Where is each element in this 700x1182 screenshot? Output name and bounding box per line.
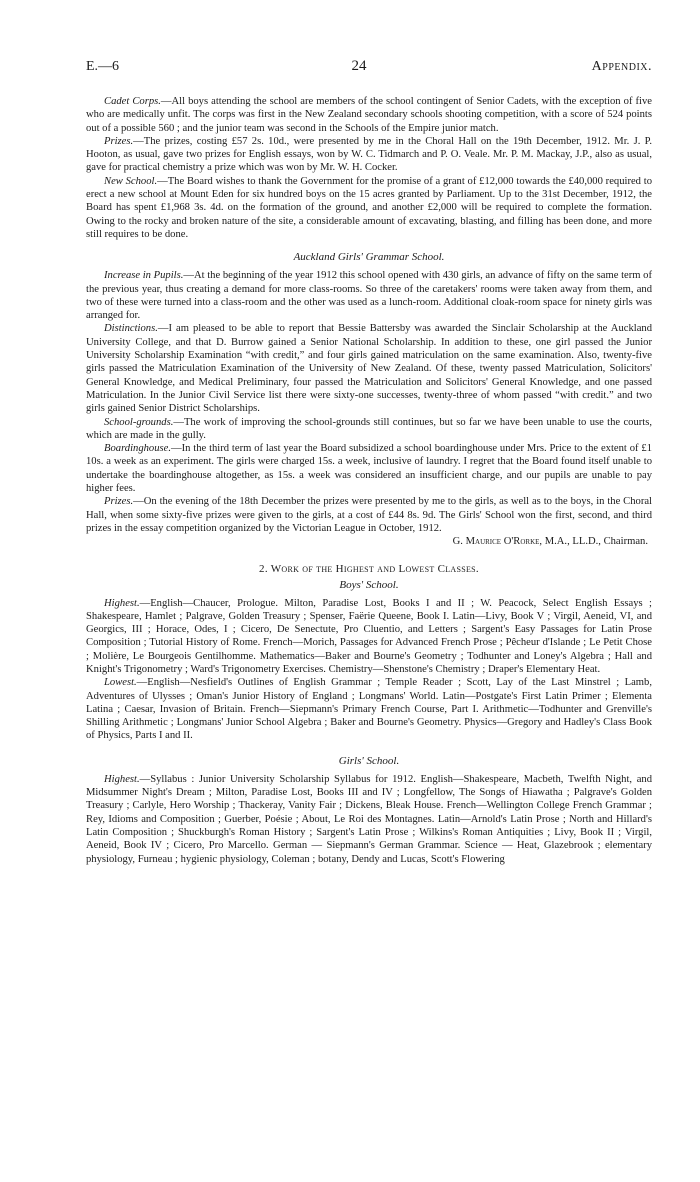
paragraph-increase-in-pupils [86,269,652,322]
paragraph-lead: Lowest. [104,677,137,689]
paragraph-text: —English—Chaucer, Prologue. Milton, Paradise Lost, Books I and II ; W. Peacock, Select English Essays ; Shakespeare, Hamlet ; Palgrave, Golden Treasury ; Spenser, Faërie Queene, Book I. Latin—Livy, Book V ; Virgil, Aeneid, VI, and Georgics, III ; Horace, Odes, I ; Cicero, De Senectute, Pro Cluentio, and Letters ; Sargent's Easy Passages for Latin Prose Composition ; Tutorial History of Rome. French—Morich, Passages for Advanced French Prose ; Pêcheur d'Islande ; Le Petit Chose ; Molière, Le Bourgeois Gentilhomme. Mathematics—Baker and Bourne's Geometry ; Todhunter and Loney's Algebra ; Hall and Knight's Trigonometry ; Ward's Trigonometry Exercises. Chemistry—Shenstone's Chemistry ; Draper's Elementary Heat. [86,597,652,675]
spacer [86,743,652,751]
page-number: 24 [351,58,367,74]
paragraph-girls-highest [86,773,652,866]
signatory-titles: , M.A., LL.D., Chairman. [539,536,648,548]
paragraph-lead: Highest. [104,597,140,609]
paragraph-text: —I am pleased to be able to report that Bessie Battersby was awarded the Sinclair Scholarship at the Auckland University College, and that D. Burrow gained a Senior National Scholarship. In addition to these, one girl passed the Junior University Scholarship Examination “with credit,” and four girls gained matriculation on the same examination. Also, twenty-five girls passed the Matriculation Examination of the University of New Zealand. Of these, twenty passed Matriculation, Solicitors' General Knowledge, and Medical Preliminary, four passed the Matriculation and Solicitors' General Knowledge, and one passed Matriculation. In the Junior Civil Service list there were sixty-one successes, twenty-three of whom passed “with credit.” and two girls gained Senior District Scholarships. [86,323,652,415]
paragraph-lead: Highest. [104,773,140,785]
paragraph-lead: Prizes. [104,496,134,508]
paragraph-text: —English—Nesfield's Outlines of English Grammar ; Temple Reader ; Scott, Lay of the Last Minstrel ; Lamb, Adventures of Ulysses ; Oman's Junior History of England ; Longmans' World. Latin—Postgate's First Latin Primer ; Elementa Latina ; Caesar, Invasion of Britain. French—Siepmann's Primary French Course, Part I. Arithmetic—Todhunter and Grenville's Shilling Arithmetic ; Longmans' Junior School Algebra ; Baker and Bourne's Geometry. Physics—Gregory and Hadley's Class Book of Physics, Parts I and II. [86,677,652,742]
paragraph-lead: New School. [104,175,158,187]
paragraph-distinctions [86,322,652,415]
paragraph-text: —In the third term of last year the Board subsidized a school boardinghouse under Mrs. Price to the extent of £1 10s. a week as an experiment. The girls were charged 15s. a week, inclusive of laundry. I regret that the Board found itself unable to undertake the boardinghouse altogether, as 15s. a week was considered an insufficient charge, and our pupils are unable to pay higher fees. [86,443,652,495]
paragraph-lead: School-grounds. [104,416,174,428]
paragraph-text: —The Board wishes to thank the Government for the promise of a grant of £12,000 towards the £40,000 required to erect a new school at Mount Eden for six hundred boys on the 15 acres granted by Parliament. Up to the 31st December, 1912, the Board has spent £1,968 3s. 4d. on the formation of the ground, and another £2,000 will be required to complete the formation. Owing to the rocky and broken nature of the site, a considerable amount of excavating, blasting, and filling has been done, and more still requires to be done. [86,175,652,240]
paragraph-lead: Boardinghouse. [104,443,171,455]
section-heading-work-of-classes: 2. Work of the Highest and Lowest Classes. [259,562,479,575]
paragraph-cadet-corps [86,95,652,135]
paragraph-text: —The work of improving the school-grounds still continues, but so far we have been unable to use the courts, which are made in the gully. [86,416,652,441]
paragraph-text: —All boys attending the school are members of the school contingent of Senior Cadets, with the exception of five who are medically unfit. The corps was first in the New Zealand secondary schools shooting competition, with a score of 524 points out of a possible 560 ; and the junior team was second in the Schools of the Empire junior match. [86,96,652,134]
running-header [86,58,652,75]
section-title-girls-grammar: Auckland Girls' Grammar School. [293,251,445,264]
report-reference: E.—6 [86,59,120,74]
signature-line [86,535,652,548]
paragraph-text: —Syllabus : Junior University Scholarship Syllabus for 1912. English—Shakespeare, Macbeth, Twelfth Night, and Midsummer Night's Dream ; Milton, Paradise Lost, Books III and IV ; Longfellow, The Songs of Hiawatha ; Palgrave's Golden Treasury ; Carlyle, Hero Worship ; Thackeray, Vanity Fair ; Dickens, Bleak House. French—Wellington College French Grammar ; Rey, Idioms and Composition ; Guerber, Poésie ; About, Le Roi des Montagnes. Latin—Arnold's Latin Prose ; North and Hillard's Latin Composition ; Shuckburgh's Roman History ; Sargent's Latin Prose ; Wilkins's Roman Antiquities ; Livy, Book II ; Virgil, Aeneid, Book IV ; Cicero, Pro Marcello. German — Siepmann's German Grammar. Science — Heat, Glazebrook ; elementary physiology, Furneau ; hygienic physiology, Coleman ; botany, Dendy and Lucas, Scott's Flowering [86,773,652,865]
paragraph-boys-lowest [86,676,652,742]
paragraph-text: —At the beginning of the year 1912 this school opened with 430 girls, an advance of fifty on the same term of the previous year, thus creating a demand for more class-rooms. So three of the caretakers' rooms were taken away from them, and two of these were turned into a class-room and the other was used as a lunch-room. Additional cloak-room space for ninety girls was arranged for. [86,270,652,322]
paragraph-school-grounds [86,416,652,443]
paragraph-boardinghouse [86,442,652,495]
paragraph-text: —On the evening of the 18th December the prizes were presented by me to the girls, as well as to the boys, in the Choral Hall, when some sixty-five prizes were given to the girls, at a cost of £44 8s. 9d. The Girls' School won the first, second, and third prizes in the essay competition organized by the Victorian League in October, 1912. [86,496,652,534]
paragraph-lead: Prizes. [104,135,134,147]
paragraph-boys-prizes [86,135,652,175]
paragraph-lead: Increase in Pupils. [104,270,184,282]
paragraph-girls-prizes [86,495,652,535]
paragraph-lead: Cadet Corps. [104,96,161,107]
paragraph-boys-highest [86,597,652,677]
subsection-title-girls-school: Girls' School. [338,754,400,767]
signatory-name: G. Maurice O'Rorke [452,536,540,548]
paragraph-new-school [86,175,652,241]
paragraph-lead: Distinctions. [104,323,158,335]
appendix-label: Appendix. [591,59,652,74]
subsection-title-boys-school: Boys' School. [339,578,399,591]
paragraph-text: —The prizes, costing £57 2s. 10d., were presented by me in the Choral Hall on the 19th December, 1912. Mr. J. P. Hooton, as usual, gave two prizes for English essays, won by W. C. Tidmarch and P. O. Veale. Mr. P. M. Mackay, J.P., also as usual, gave for practical chemistry a prize which was won by Mr. W. H. Cocker. [86,135,652,174]
